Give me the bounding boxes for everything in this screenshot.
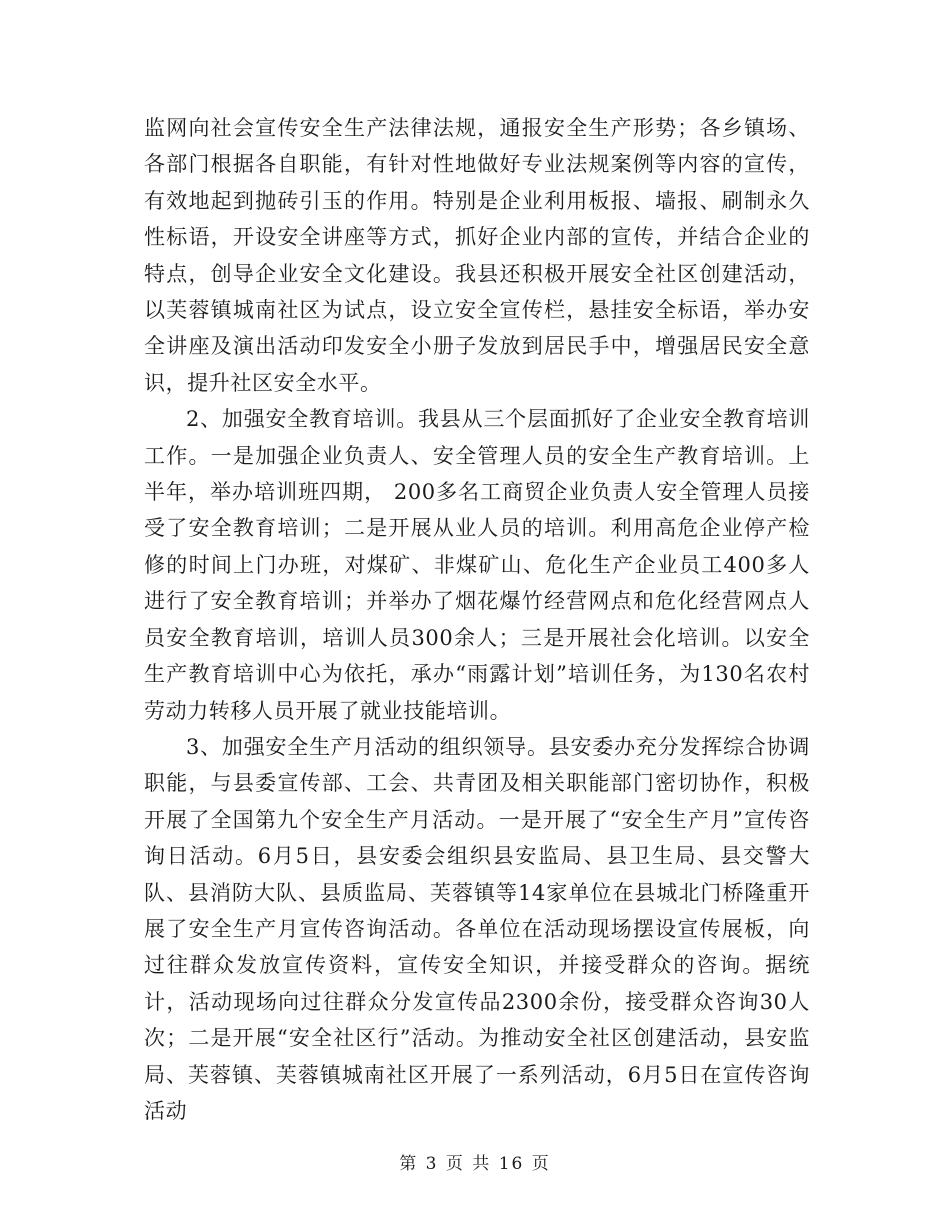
- page-number-footer: 第 3 页 共 16 页: [399, 1154, 551, 1174]
- paragraph-1: 监网向社会宣传安全生产法律法规，通报安全生产形势；各乡镇场、各部门根据各自职能，有针对性地做好专业法规案例等内容的宣传，有效地起到抛砖引玉的作用。特别是企业利用板报、墙报、刷制永久性标语，开设安全讲座等方式，抓好企业内部的宣传，并结合企业的特点，创导企业安全文化建设。我县还积极开展安全社区创建活动，以芙蓉镇城南社区为试点，设立安全宣传栏，悬挂安全标语，举办安全讲座及演出活动印发安全小册子发放到居民手中，增强居民安全意识，提升社区安全水平。: [144, 116, 810, 395]
- paragraph-3: 3、加强安全生产月活动的组织领导。县安委办充分发挥综合协调职能，与县委宣传部、工会、共青团及相关职能部门密切协作，积极开展了全国第九个安全生产月活动。一是开展了“安全生产月”宣传咨询日活动。6月5日，县安委会组织县安监局、县卫生局、县交警大队、县消防大队、县质监局、芙蓉镇等14家单位在县城北门桥隆重开展了安全生产月宣传咨询活动。各单位在活动现场摆设宣传展板，向过往群众发放宣传资料，宣传安全知识，并接受群众的咨询。据统计，活动现场向过往群众分发宣传品2300余份，接受群众咨询30人次；二是开展“安全社区行”活动。为推动安全社区创建活动，县安监局、芙蓉镇、芙蓉镇城南社区开展了一系列活动，6月5日在宣传咨询活动: [144, 734, 810, 1123]
- paragraph-2: 2、加强安全教育培训。我县从三个层面抓好了企业安全教育培训工作。一是加强企业负责人、安全管理人员的安全生产教育培训。上半年，举办培训班四期， 200多名工商贸企业负责人安全管理人员接受了安全教育培训；二是开展从业人员的培训。利用高危企业停产检修的时间上门办班，对煤矿、非煤矿山、危化生产企业员工400多人进行了安全教育培训；并举办了烟花爆竹经营网点和危化经营网点人员安全教育培训，培训人员300余人；三是开展社会化培训。以安全生产教育培训中心为依托，承办“雨露计划”培训任务，为130名农村劳动力转移人员开展了就业技能培训。: [144, 407, 810, 723]
- document-body: [144, 110, 810, 1129]
